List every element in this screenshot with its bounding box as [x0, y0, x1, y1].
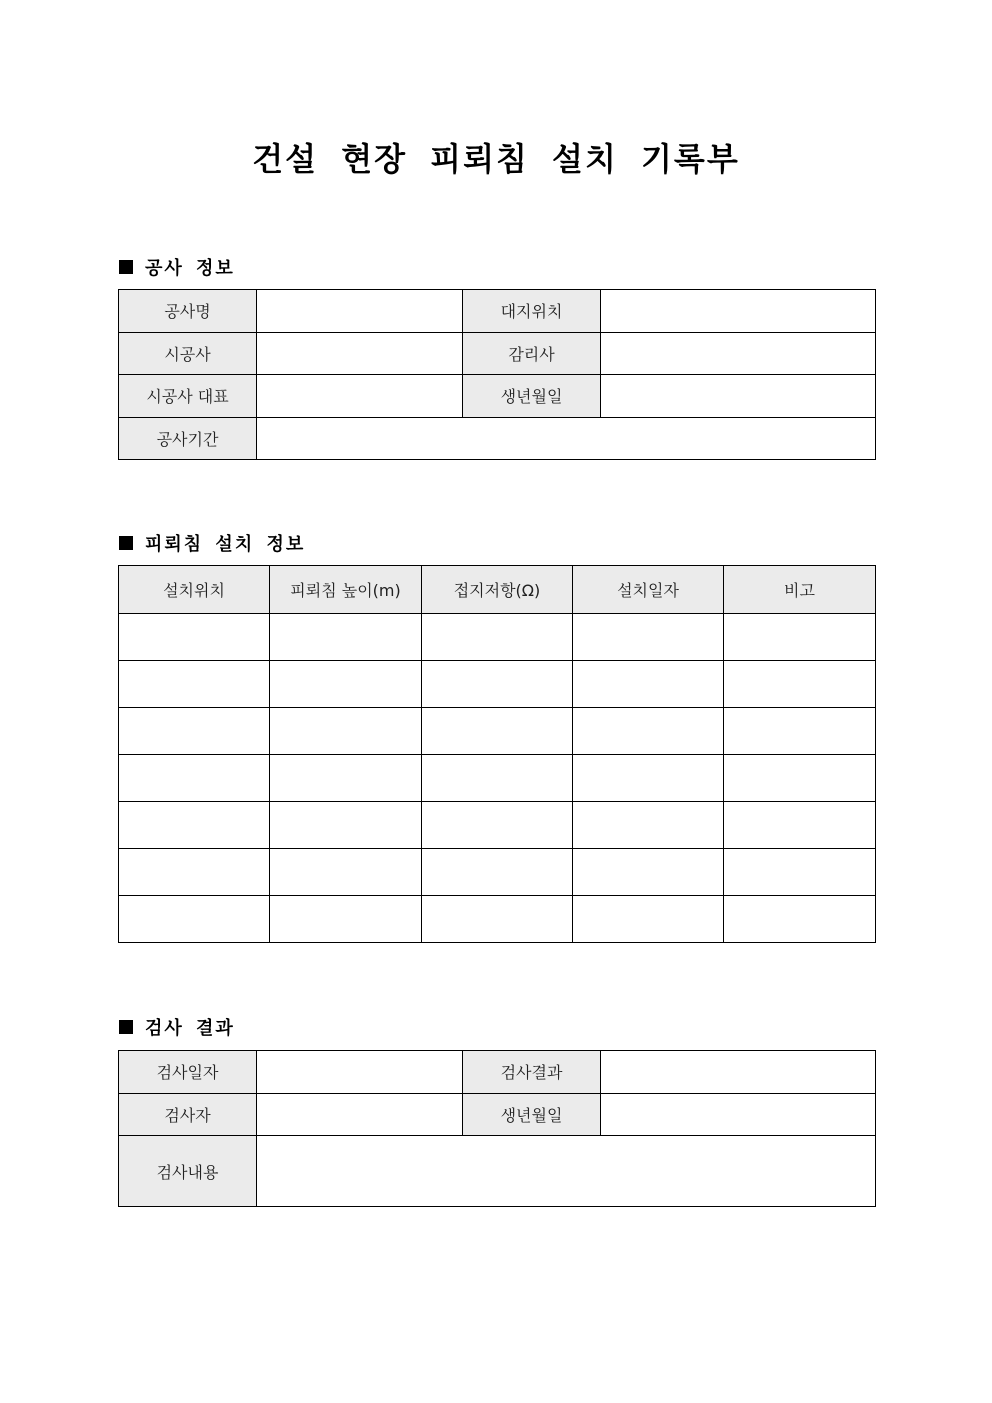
- label-project-name: 공사명: [119, 290, 257, 333]
- cell-ground-resistance[interactable]: [422, 802, 573, 849]
- column-header-location: 설치위치: [119, 566, 270, 614]
- cell-location[interactable]: [119, 802, 270, 849]
- label-inspection-result: 검사결과: [463, 1051, 601, 1094]
- cell-location[interactable]: [119, 755, 270, 802]
- cell-remarks[interactable]: [724, 708, 876, 755]
- document-title: 건설 현장 피뢰침 설치 기록부: [252, 140, 740, 178]
- cell-install-date[interactable]: [573, 755, 724, 802]
- label-supervisor: 감리사: [463, 332, 601, 375]
- section-heading-construction-info: [119, 254, 235, 280]
- field-project-name[interactable]: [257, 290, 463, 333]
- square-bullet-icon: [119, 260, 133, 274]
- cell-ground-resistance[interactable]: [422, 755, 573, 802]
- table-row: [119, 614, 876, 661]
- section-heading-label: 공사 정보: [145, 258, 235, 279]
- square-bullet-icon: [119, 536, 133, 550]
- cell-ground-resistance[interactable]: [422, 896, 573, 943]
- cell-location[interactable]: [119, 849, 270, 896]
- section-heading-installation-info: [119, 530, 305, 556]
- cell-location[interactable]: [119, 896, 270, 943]
- label-contractor-rep: 시공사 대표: [119, 375, 257, 418]
- field-birth-date[interactable]: [601, 375, 876, 418]
- cell-remarks[interactable]: [724, 614, 876, 661]
- cell-height[interactable]: [270, 708, 422, 755]
- label-inspection-details: 검사내용: [119, 1136, 257, 1207]
- installation-info-table: [118, 565, 876, 943]
- cell-location[interactable]: [119, 708, 270, 755]
- cell-location[interactable]: [119, 614, 270, 661]
- section-heading-inspection-result: [119, 1014, 235, 1040]
- field-inspection-date[interactable]: [257, 1051, 463, 1094]
- cell-ground-resistance[interactable]: [422, 849, 573, 896]
- cell-install-date[interactable]: [573, 896, 724, 943]
- label-site-location: 대지위치: [463, 290, 601, 333]
- column-header-remarks: 비고: [724, 566, 876, 614]
- field-inspector-birth-date[interactable]: [601, 1093, 876, 1136]
- field-inspector[interactable]: [257, 1093, 463, 1136]
- field-contractor-rep[interactable]: [257, 375, 463, 418]
- cell-height[interactable]: [270, 661, 422, 708]
- cell-ground-resistance[interactable]: [422, 614, 573, 661]
- field-supervisor[interactable]: [601, 332, 876, 375]
- table-row: [119, 755, 876, 802]
- field-site-location[interactable]: [601, 290, 876, 333]
- label-inspector: 검사자: [119, 1093, 257, 1136]
- field-construction-period[interactable]: [257, 417, 876, 460]
- column-header-install-date: 설치일자: [573, 566, 724, 614]
- cell-ground-resistance[interactable]: [422, 708, 573, 755]
- cell-install-date[interactable]: [573, 849, 724, 896]
- cell-ground-resistance[interactable]: [422, 661, 573, 708]
- cell-height[interactable]: [270, 849, 422, 896]
- cell-install-date[interactable]: [573, 614, 724, 661]
- cell-install-date[interactable]: [573, 661, 724, 708]
- column-header-height: 피뢰침 높이(m): [270, 566, 422, 614]
- table-row: [119, 661, 876, 708]
- cell-install-date[interactable]: [573, 802, 724, 849]
- label-birth-date: 생년월일: [463, 375, 601, 418]
- cell-location[interactable]: [119, 661, 270, 708]
- table-row: [119, 708, 876, 755]
- table-row: [119, 896, 876, 943]
- cell-remarks[interactable]: [724, 896, 876, 943]
- cell-height[interactable]: [270, 802, 422, 849]
- table-row: [119, 849, 876, 896]
- section-heading-label: 검사 결과: [145, 1018, 235, 1039]
- cell-remarks[interactable]: [724, 755, 876, 802]
- square-bullet-icon: [119, 1020, 133, 1034]
- table-row: [119, 802, 876, 849]
- cell-height[interactable]: [270, 755, 422, 802]
- label-inspection-date: 검사일자: [119, 1051, 257, 1094]
- label-construction-period: 공사기간: [119, 417, 257, 460]
- label-contractor: 시공사: [119, 332, 257, 375]
- column-header-ground-resistance: 접지저항(Ω): [422, 566, 573, 614]
- field-inspection-result[interactable]: [601, 1051, 876, 1094]
- section-heading-label: 피뢰침 설치 정보: [145, 534, 306, 555]
- construction-info-table: [118, 289, 876, 460]
- cell-height[interactable]: [270, 614, 422, 661]
- cell-height[interactable]: [270, 896, 422, 943]
- cell-install-date[interactable]: [573, 708, 724, 755]
- cell-remarks[interactable]: [724, 849, 876, 896]
- cell-remarks[interactable]: [724, 802, 876, 849]
- field-contractor[interactable]: [257, 332, 463, 375]
- label-inspector-birth-date: 생년월일: [463, 1093, 601, 1136]
- field-inspection-details[interactable]: [257, 1136, 876, 1207]
- cell-remarks[interactable]: [724, 661, 876, 708]
- inspection-result-table: [118, 1050, 876, 1207]
- table-header-row: [119, 566, 876, 614]
